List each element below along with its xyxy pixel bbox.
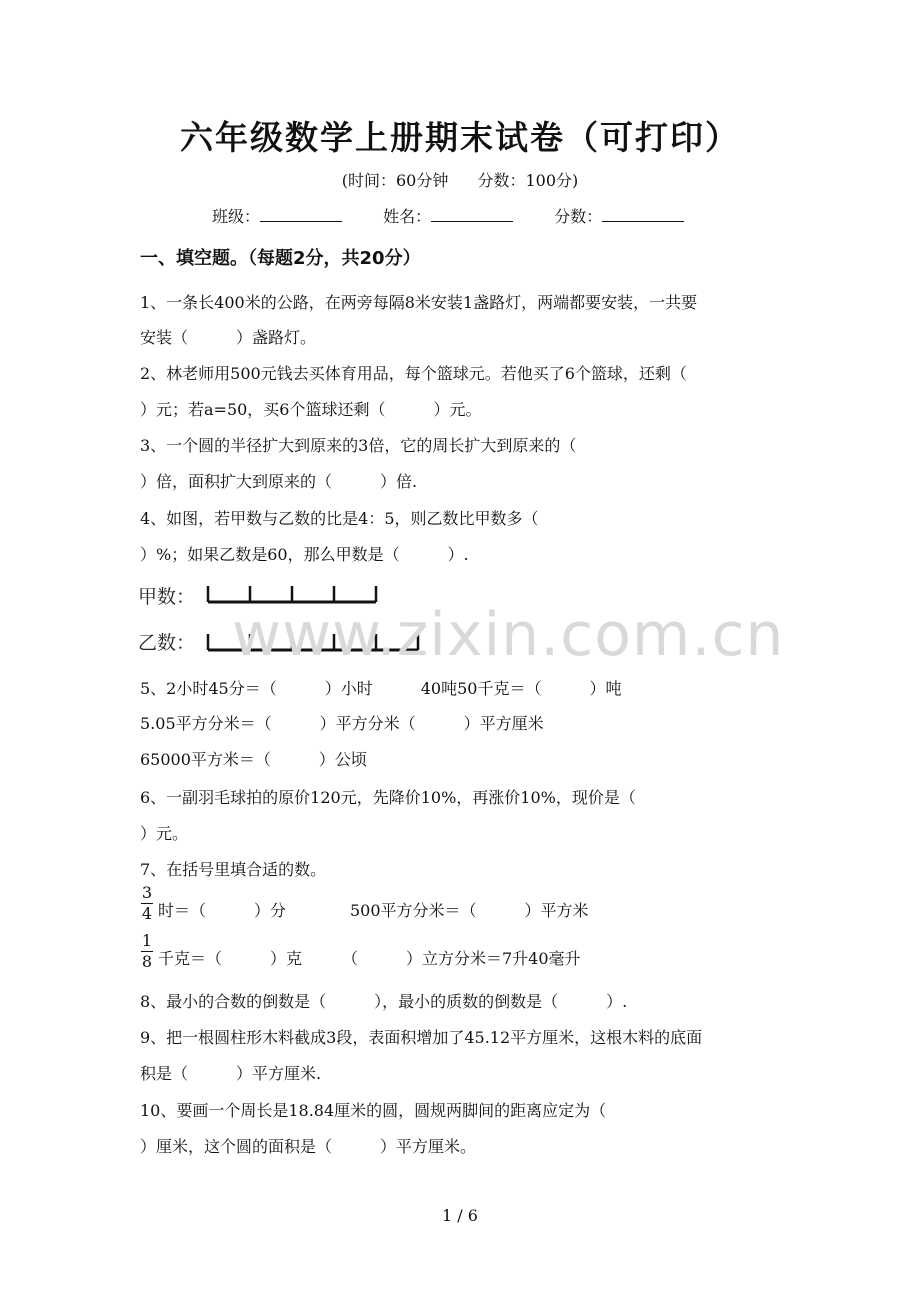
question-line: 65000平方米＝（ ）公顷 [140, 750, 367, 769]
figure-label-a: 甲数： [138, 586, 196, 608]
question-line: 积是（ ）平方厘米. [140, 1064, 322, 1083]
question-line: 10、要画一个周长是18.84厘米的圆，圆规两脚间的距离应定为（ [140, 1101, 607, 1120]
score-blank[interactable] [602, 205, 684, 222]
fraction-three-quarters: 3 4 [141, 883, 153, 923]
question-line: 3、一个圆的半径扩大到原来的3倍，它的周长扩大到原来的（ [140, 436, 577, 455]
score-label: 分数： [554, 207, 603, 226]
question-line: 4、如图，若甲数与乙数的比是4：5，则乙数比甲数多（ [140, 509, 539, 528]
page-title: 六年级数学上册期末试卷（可打印） [180, 118, 740, 157]
class-label: 班级： [212, 207, 261, 226]
exam-total-score: 分数：100分) [477, 171, 579, 190]
question-line: 1、一条长400米的公路，在两旁每隔8米安装1盏路灯，两端都要安装，一共要 [140, 293, 698, 312]
question-line: ）%；如果乙数是60，那么甲数是（ ）. [140, 545, 469, 564]
exam-time: (时间：60分钟 [341, 171, 449, 190]
page-number: 1 / 6 [442, 1206, 478, 1225]
question-line: 5、2小时45分＝（ ）小时 40吨50千克＝（ ）吨 [140, 679, 622, 698]
class-blank[interactable] [260, 205, 342, 222]
question-line: 5.05平方分米＝（ ）平方分米（ ）平方厘米 [140, 714, 544, 733]
question-line: 安装（ ）盏路灯。 [140, 328, 317, 347]
question-line: 时＝（ ）分 500平方分米＝（ ）平方米 [158, 901, 589, 920]
question-line: 9、把一根圆柱形木料截成3段，表面积增加了45.12平方厘米，这根木料的底面 [140, 1028, 703, 1047]
question-line: 千克＝（ ）克 （ ）立方分米＝7升40毫升 [158, 949, 581, 968]
question-line: ）元。 [140, 824, 189, 843]
name-label: 姓名： [383, 207, 432, 226]
figure-label-b: 乙数： [138, 632, 196, 654]
question-line: 7、在括号里填合适的数。 [140, 860, 327, 879]
question-line: ）元；若a=50，买6个篮球还剩（ ）元。 [140, 400, 482, 419]
watermark: www.zixin.com.cn [232, 600, 785, 670]
exam-meta [0, 168, 920, 191]
question-line: 8、最小的合数的倒数是（ ），最小的质数的倒数是（ ）. [140, 992, 628, 1011]
name-blank[interactable] [431, 205, 513, 222]
student-info-fields [212, 204, 720, 227]
question-line: 6、一副羽毛球拍的原价120元，先降价10%，再涨价10%，现价是（ [140, 788, 636, 807]
question-line: 2、林老师用500元钱去买体育用品，每个篮球元。若他买了6个篮球，还剩（ [140, 364, 687, 383]
fraction-one-eighth: 1 8 [141, 931, 153, 971]
question-line: ）厘米，这个圆的面积是（ ）平方厘米。 [140, 1137, 477, 1156]
section-heading: 一、填空题。（每题2分，共20分） [140, 248, 421, 269]
question-line: ）倍，面积扩大到原来的（ ）倍. [140, 472, 418, 491]
